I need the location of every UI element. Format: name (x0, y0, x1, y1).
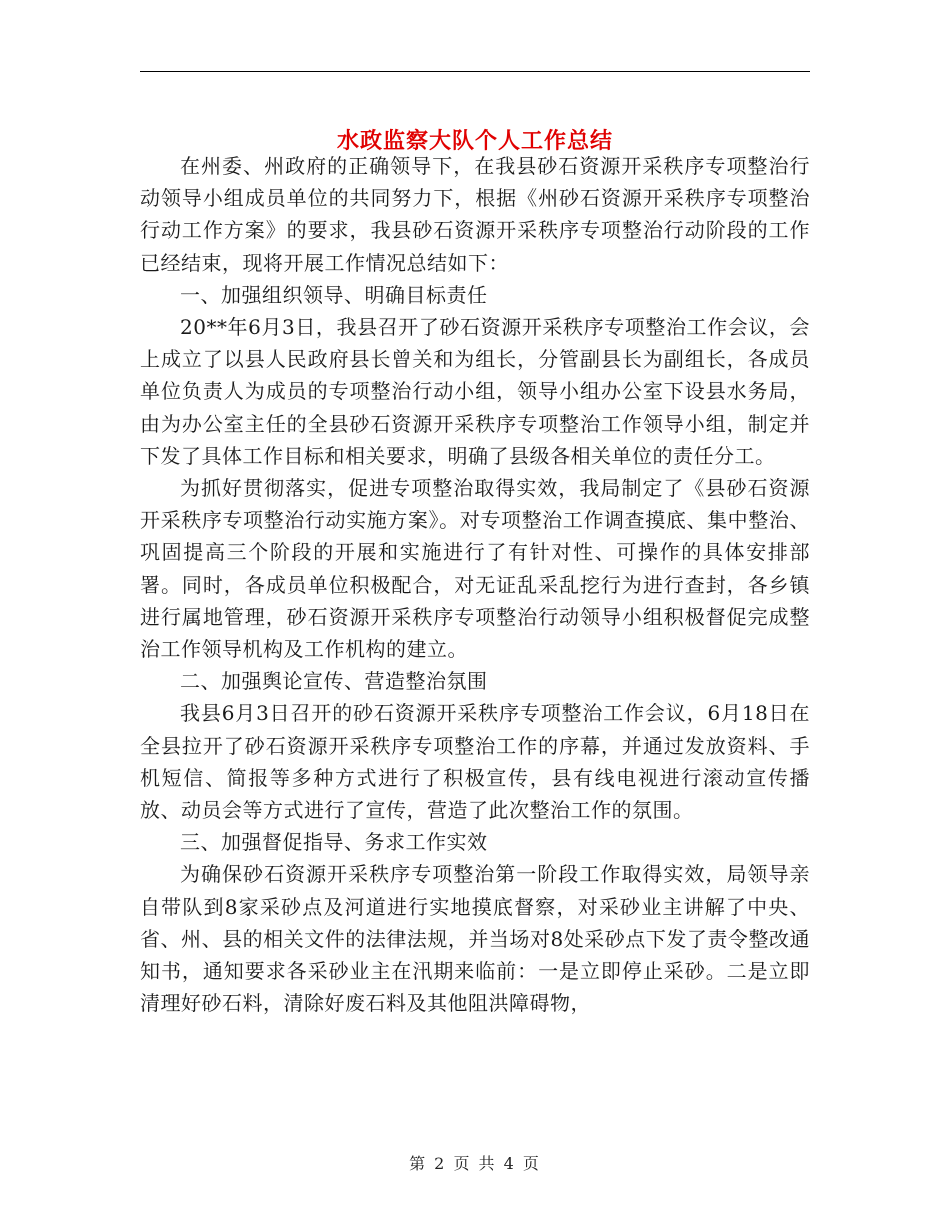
header-rule (140, 71, 810, 72)
paragraph: 我县6月3日召开的砂石资源开采秩序专项整治工作会议，6月18日在全县拉开了砂石资源开采秩序专项整治工作的序幕，并通过发放资料、手机短信、简报等多种方式进行了积极宣传，县有线电视进行滚动宣传播放、动员会等方式进行了宣传，营造了此次整治工作的氛围。 (140, 701, 810, 823)
section-heading-3: 三、加强督促指导、务求工作实效 (180, 830, 488, 855)
page-number-footer: 第 2 页 共 4 页 (409, 1154, 541, 1173)
section-heading-1: 一、加强组织领导、明确目标责任 (180, 282, 488, 307)
paragraph: 20**年6月3日，我县召开了砂石资源开采秩序专项整治工作会议，会上成立了以县人民政府县长曾关和为组长，分管副县长为副组长，各成员单位负责人为成员的专项整治行动小组，领导小组办公室下设县水务局，由为办公室主任的全县砂石资源开采秩序专项整治工作领导小组，制定并下发了具体工作目标和相关要求，明确了县级各相关单位的责任分工。 (140, 315, 810, 468)
document-body (140, 150, 810, 1019)
paragraph: 为抓好贯彻落实，促进专项整治取得实效，我局制定了《县砂石资源开采秩序专项整治行动实施方案》。对专项整治工作调查摸底、集中整治、巩固提高三个阶段的开展和实施进行了有针对性、可操作的具体安排部署。同时，各成员单位积极配合，对无证乱采乱挖行为进行查封，各乡镇进行属地管理，砂石资源开采秩序专项整治行动领导小组积极督促完成整治工作领导机构及工作机构的建立。 (140, 476, 810, 662)
section-heading-2: 二、加强舆论宣传、营造整治氛围 (180, 669, 488, 694)
document-title: 水政监察大队个人工作总结 (336, 127, 613, 154)
paragraph-intro: 在州委、州政府的正确领导下，在我县砂石资源开采秩序专项整治行动领导小组成员单位的共同努力下，根据《州砂石资源开采秩序专项整治行动工作方案》的要求，我县砂石资源开采秩序专项整治行动阶段的工作已经结束，现将开展工作情况总结如下： (140, 154, 810, 275)
paragraph: 为确保砂石资源开采秩序专项整治第一阶段工作取得实效，局领导亲自带队到8家采砂点及河道进行实地摸底督察，对采砂业主讲解了中央、省、州、县的相关文件的法律法规，并当场对8处采砂点下发了责令整改通知书，通知要求各采砂业主在汛期来临前：一是立即停止采砂。二是立即清理好砂石料，清除好废石料及其他阻洪障碍物， (140, 862, 810, 1016)
